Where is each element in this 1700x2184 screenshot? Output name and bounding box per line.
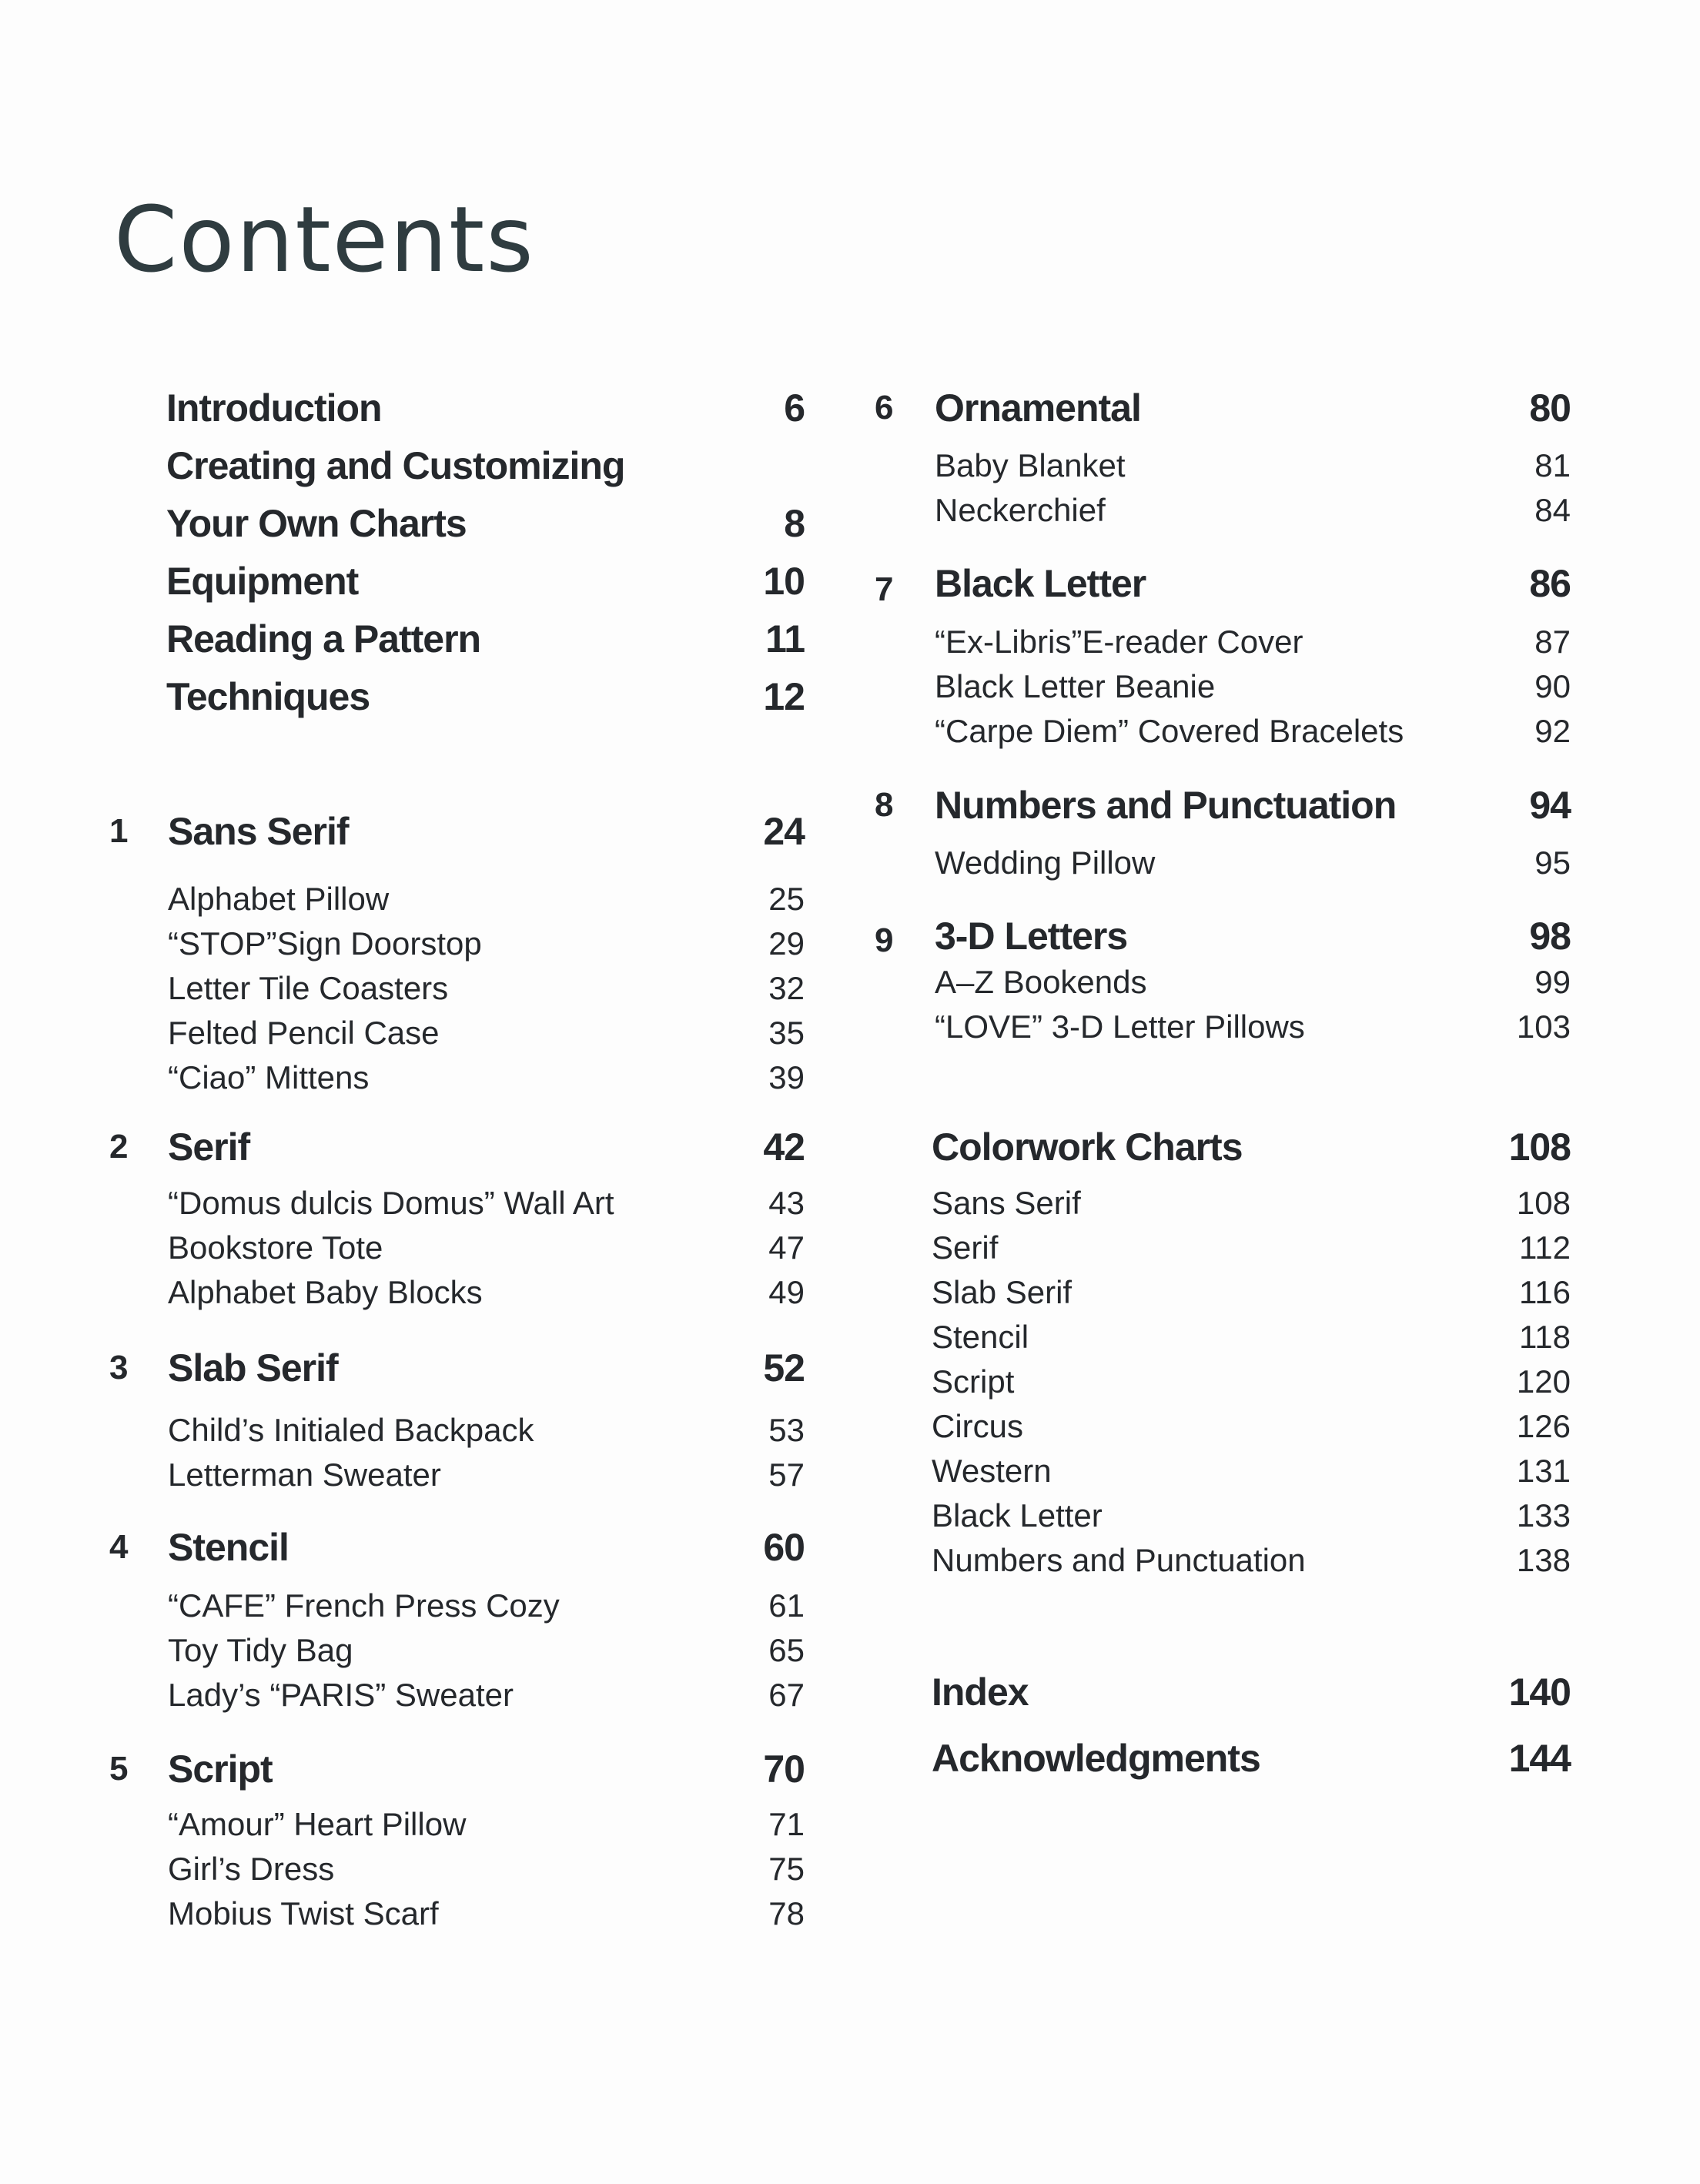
- toc-item[interactable]: [108, 1892, 805, 1935]
- entry-page: 140: [1508, 1671, 1571, 1714]
- item-label: Lady’s “PARIS” Sweater: [168, 1677, 514, 1713]
- toc-item[interactable]: [870, 1494, 1571, 1537]
- toc-right-column: [870, 0, 1571, 2184]
- entry-page: 6: [784, 386, 805, 430]
- toc-item[interactable]: [870, 620, 1571, 664]
- entry-label: Equipment: [166, 560, 359, 603]
- chapter-title: Numbers and Punctuation: [935, 784, 1397, 827]
- item-page: 103: [1516, 1008, 1571, 1045]
- item-label: Alphabet Baby Blocks: [168, 1274, 483, 1310]
- chapter-title: 3-D Letters: [935, 915, 1128, 958]
- toc-item[interactable]: [108, 1271, 805, 1314]
- item-page: 67: [768, 1677, 805, 1713]
- item-page: 118: [1519, 1319, 1571, 1355]
- chapter-heading-8[interactable]: [870, 784, 1571, 827]
- entry-page: 12: [763, 675, 805, 718]
- toc-entry-introduction[interactable]: [108, 386, 805, 430]
- chapter-title: Stencil: [168, 1526, 289, 1569]
- item-page: 39: [768, 1059, 805, 1095]
- chapter-page: 98: [1529, 915, 1571, 958]
- toc-item[interactable]: [870, 1316, 1571, 1359]
- chapter-page: 70: [763, 1748, 805, 1791]
- item-page: 47: [768, 1229, 805, 1266]
- item-page: 43: [768, 1185, 805, 1221]
- entry-page: 144: [1508, 1737, 1571, 1780]
- item-label: “Domus dulcis Domus” Wall Art: [168, 1185, 614, 1221]
- chapter-page: 86: [1529, 562, 1571, 605]
- item-page: 120: [1516, 1363, 1571, 1400]
- chapter-page: 24: [763, 810, 805, 853]
- toc-item[interactable]: [870, 1450, 1571, 1493]
- item-label: Wedding Pillow: [935, 845, 1156, 881]
- entry-label: Introduction: [166, 386, 382, 430]
- chapter-heading-7[interactable]: [870, 562, 1571, 608]
- entry-page: 8: [784, 502, 805, 545]
- item-label: Mobius Twist Scarf: [168, 1895, 439, 1931]
- item-label: Baby Blanket: [935, 447, 1126, 483]
- item-page: 126: [1516, 1408, 1571, 1444]
- item-label: Child’s Initialed Backpack: [168, 1412, 534, 1448]
- section-page: 108: [1508, 1125, 1571, 1169]
- chapter-heading-5[interactable]: [108, 1748, 805, 1791]
- toc-item[interactable]: [870, 841, 1571, 885]
- toc-item[interactable]: [870, 961, 1571, 1004]
- toc-entry-acknowledgments[interactable]: [870, 1737, 1571, 1780]
- toc-item[interactable]: [108, 1182, 805, 1225]
- toc-item[interactable]: [870, 1405, 1571, 1448]
- item-page: 81: [1534, 447, 1571, 483]
- chapter-number: 1: [109, 812, 129, 850]
- chapter-heading-6[interactable]: [870, 386, 1571, 430]
- item-label: “CAFE” French Press Cozy: [168, 1587, 560, 1624]
- toc-item[interactable]: [870, 1005, 1571, 1049]
- toc-item[interactable]: [108, 1409, 805, 1452]
- item-page: 78: [768, 1895, 805, 1931]
- item-page: 131: [1516, 1453, 1571, 1489]
- item-label: Letter Tile Coasters: [168, 970, 449, 1006]
- toc-item[interactable]: [870, 665, 1571, 708]
- item-label: “Ex-Libris”E-reader Cover: [935, 624, 1303, 660]
- item-page: 99: [1534, 964, 1571, 1000]
- item-label: “STOP”Sign Doorstop: [168, 925, 482, 962]
- chapter-title: Black Letter: [935, 562, 1146, 605]
- chapter-title: Ornamental: [935, 386, 1141, 430]
- toc-item[interactable]: [108, 1584, 805, 1627]
- toc-item[interactable]: [108, 1056, 805, 1099]
- item-page: 112: [1519, 1229, 1571, 1266]
- toc-item[interactable]: [108, 1848, 805, 1891]
- item-page: 32: [768, 970, 805, 1006]
- item-page: 95: [1534, 845, 1571, 881]
- toc-item[interactable]: [870, 710, 1571, 753]
- chapter-heading-9[interactable]: [870, 915, 1571, 958]
- chapter-number: 5: [109, 1750, 129, 1788]
- item-page: 61: [768, 1587, 805, 1624]
- item-page: 25: [768, 881, 805, 917]
- toc-entry-your-own-charts[interactable]: [108, 502, 805, 545]
- item-label: Black Letter: [932, 1497, 1103, 1533]
- toc-item[interactable]: [108, 967, 805, 1010]
- item-label: “LOVE” 3-D Letter Pillows: [935, 1008, 1305, 1045]
- page-title: Contents: [114, 186, 535, 293]
- item-label: “Carpe Diem” Covered Bracelets: [935, 713, 1404, 749]
- item-label: Felted Pencil Case: [168, 1015, 440, 1051]
- item-page: 84: [1534, 492, 1571, 528]
- entry-label: Reading a Pattern: [166, 617, 481, 661]
- item-label: Alphabet Pillow: [168, 881, 390, 917]
- item-label: Slab Serif: [932, 1274, 1073, 1310]
- toc-item[interactable]: [108, 1803, 805, 1846]
- chapter-page: 42: [763, 1125, 805, 1169]
- item-label: Script: [932, 1363, 1015, 1400]
- entry-label: Your Own Charts: [166, 502, 467, 545]
- item-page: 29: [768, 925, 805, 962]
- item-label: Stencil: [932, 1319, 1029, 1355]
- entry-page: 10: [763, 560, 805, 603]
- item-page: 116: [1519, 1274, 1571, 1310]
- toc-entry-equipment[interactable]: [108, 560, 805, 603]
- item-label: “Amour” Heart Pillow: [168, 1806, 467, 1842]
- item-page: 138: [1516, 1542, 1571, 1578]
- item-label: Black Letter Beanie: [935, 668, 1216, 704]
- chapter-number: 6: [875, 389, 894, 426]
- toc-item[interactable]: [870, 1539, 1571, 1582]
- chapter-title: Slab Serif: [168, 1346, 338, 1390]
- chapter-number: 4: [109, 1528, 129, 1566]
- item-label: Numbers and Punctuation: [932, 1542, 1306, 1578]
- chapter-page: 52: [763, 1346, 805, 1390]
- toc-left-column: [108, 0, 805, 2184]
- chapter-heading-2[interactable]: [108, 1125, 805, 1169]
- chapter-page: 80: [1529, 386, 1571, 430]
- item-label: Bookstore Tote: [168, 1229, 383, 1266]
- item-label: Serif: [932, 1229, 999, 1266]
- colorwork-charts-heading[interactable]: [870, 1125, 1571, 1169]
- toc-entry-reading-a-pattern[interactable]: [108, 617, 805, 661]
- item-label: Letterman Sweater: [168, 1457, 441, 1493]
- toc-item[interactable]: [870, 1360, 1571, 1403]
- item-page: 75: [768, 1851, 805, 1887]
- toc-item[interactable]: [108, 1629, 805, 1672]
- item-page: 90: [1534, 668, 1571, 704]
- entry-label: Techniques: [166, 675, 370, 718]
- item-page: 49: [768, 1274, 805, 1310]
- item-page: 92: [1534, 713, 1571, 749]
- toc-item[interactable]: [870, 489, 1571, 532]
- toc-item[interactable]: [108, 922, 805, 965]
- chapter-heading-1[interactable]: [108, 810, 805, 853]
- item-page: 35: [768, 1015, 805, 1051]
- chapter-number: 9: [875, 921, 894, 959]
- toc-entry-creating[interactable]: [108, 444, 805, 487]
- toc-item[interactable]: [108, 1226, 805, 1269]
- toc-item[interactable]: [108, 1012, 805, 1055]
- toc-item[interactable]: [870, 444, 1571, 487]
- item-page: 108: [1516, 1185, 1571, 1221]
- chapter-number: 7: [875, 570, 894, 608]
- chapter-heading-4[interactable]: [108, 1526, 805, 1569]
- item-label: Sans Serif: [932, 1185, 1081, 1221]
- section-title: Colorwork Charts: [932, 1125, 1243, 1169]
- item-label: “Ciao” Mittens: [168, 1059, 370, 1095]
- chapter-title: Serif: [168, 1125, 250, 1169]
- chapter-number: 8: [875, 786, 894, 824]
- toc-item[interactable]: [870, 1226, 1571, 1269]
- item-page: 65: [768, 1632, 805, 1668]
- item-page: 87: [1534, 624, 1571, 660]
- entry-label: Acknowledgments: [932, 1737, 1260, 1780]
- chapter-number: 3: [109, 1349, 129, 1386]
- entry-label: Creating and Customizing: [166, 444, 625, 487]
- chapter-number: 2: [109, 1128, 129, 1166]
- toc-item[interactable]: [108, 878, 805, 921]
- chapter-title: Sans Serif: [168, 810, 349, 853]
- chapter-heading-3[interactable]: [108, 1346, 805, 1390]
- item-page: 53: [768, 1412, 805, 1448]
- toc-entry-index[interactable]: [870, 1671, 1571, 1714]
- toc-item[interactable]: [870, 1182, 1571, 1225]
- chapter-page: 60: [763, 1526, 805, 1569]
- item-page: 71: [768, 1806, 805, 1842]
- toc-item[interactable]: [108, 1674, 805, 1717]
- entry-page: 11: [765, 617, 805, 661]
- chapter-title: Script: [168, 1748, 273, 1791]
- toc-item[interactable]: [108, 1453, 805, 1497]
- item-label: Girl’s Dress: [168, 1851, 335, 1887]
- item-label: Western: [932, 1453, 1052, 1489]
- entry-label: Index: [932, 1671, 1029, 1714]
- chapter-page: 94: [1529, 784, 1571, 827]
- toc-entry-techniques[interactable]: [108, 675, 805, 718]
- item-label: Toy Tidy Bag: [168, 1632, 353, 1668]
- item-page: 57: [768, 1457, 805, 1493]
- item-label: Neckerchief: [935, 492, 1106, 528]
- toc-item[interactable]: [870, 1271, 1571, 1314]
- item-label: A–Z Bookends: [935, 964, 1147, 1000]
- item-page: 133: [1516, 1497, 1571, 1533]
- item-label: Circus: [932, 1408, 1024, 1444]
